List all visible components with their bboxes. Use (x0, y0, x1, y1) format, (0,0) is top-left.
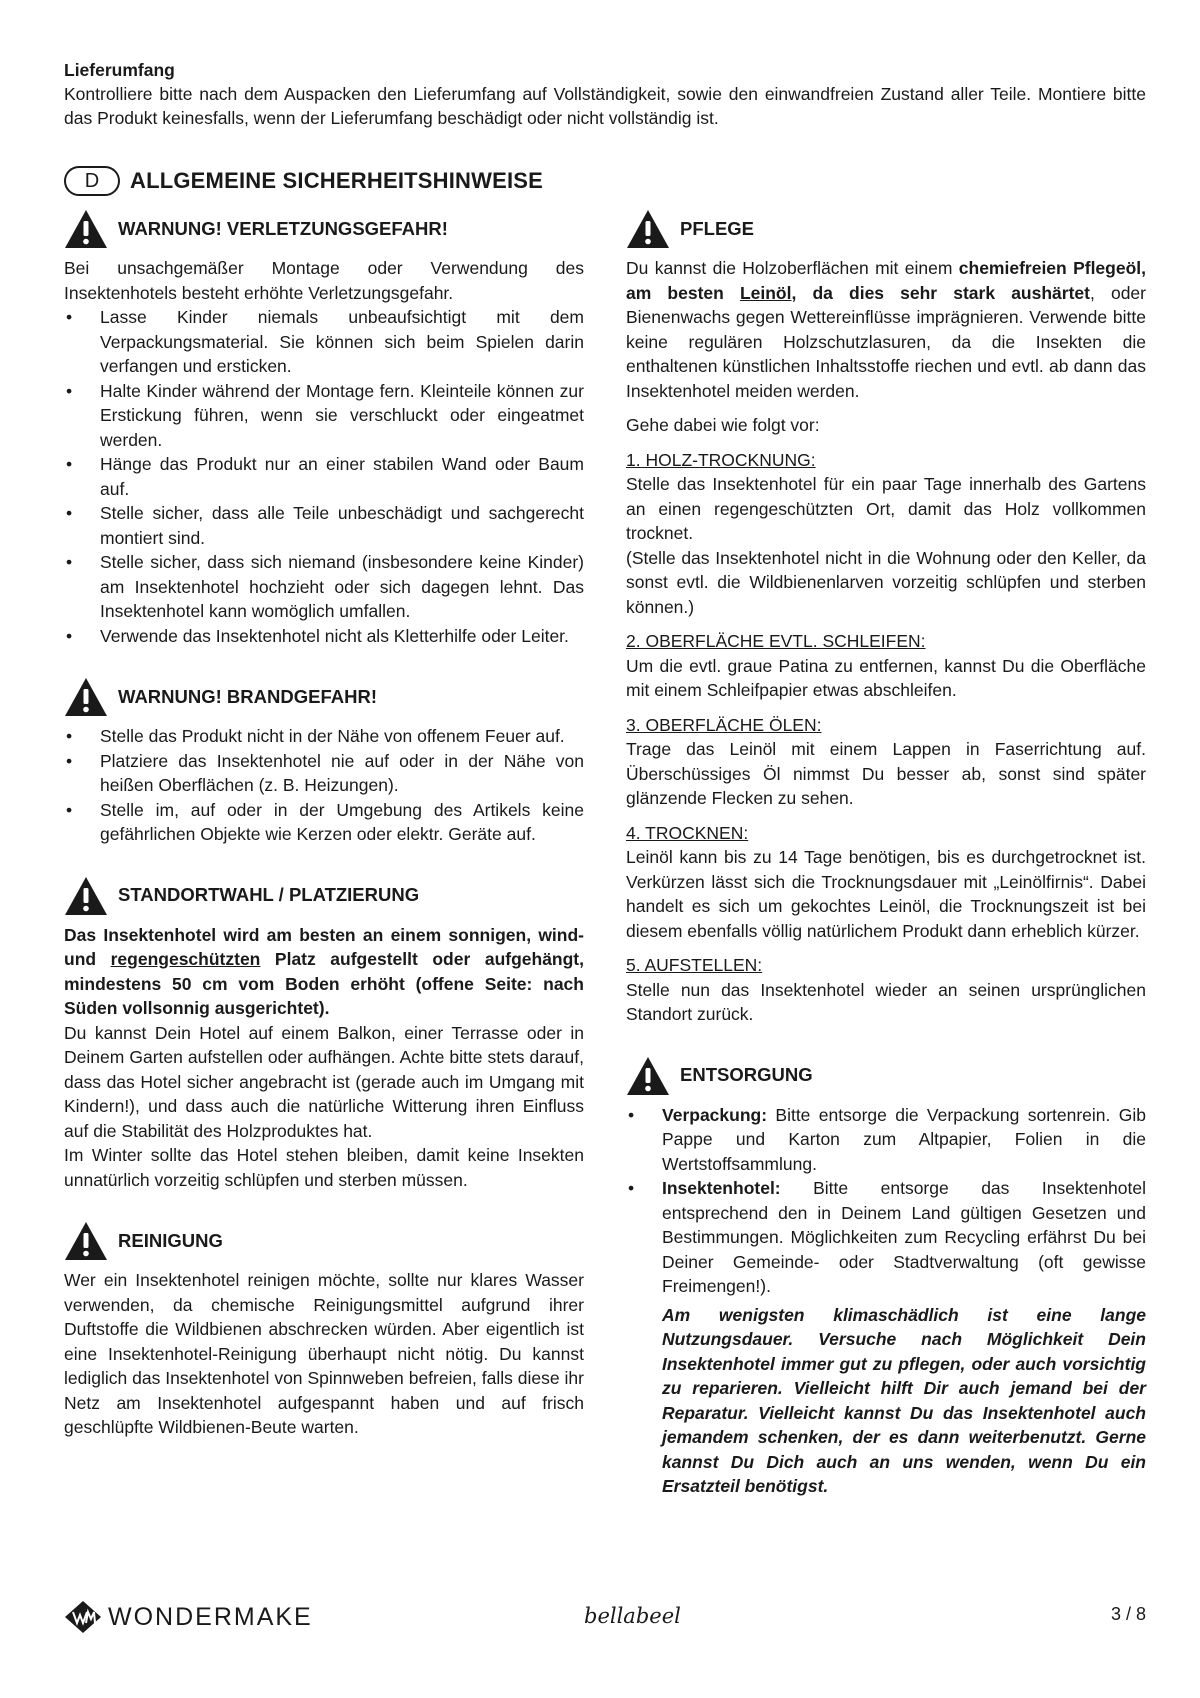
delivery-scope-text: Kontrolliere bitte nach dem Auspacken den Lieferumfang auf Vollständigkeit, sowie den einwandfreien Zustand aller Teile. Montiere bitte das Produkt keinesfalls, wenn der Lieferumfang beschädigt oder nicht vollständig ist. (64, 84, 1146, 128)
wondermake-logo-icon (64, 1600, 102, 1634)
delivery-scope-title: Lieferumfang (64, 60, 175, 80)
list-item: • Halte Kinder während der Montage fern. Kleinteile können zur Erstickung führen, wenn sie verschluckt oder eingeatmet werden. (64, 379, 584, 453)
text-run: Das Insektenhotel wird am besten an einem sonnigen, wind- und (64, 924, 584, 969)
list-item: • Lasse Kinder niemals unbeaufsichtigt mit dem Verpackungsmaterial. Sie können sich beim Spielen darin verfangen und ersticken. (64, 305, 584, 379)
care-step-text: (Stelle das Insektenhotel nicht in die Wohnung oder den Keller, da sonst evtl. die Wildbienenlarven vorzeitig schlüpfen und sterben können.) (626, 547, 1146, 617)
text-run: , oder Bienenwachs gegen Wettereinflüsse imprägnieren. Verwende bitte keine regulären Holzschutzlasuren, da die Insekten die enthaltenen künstlichen Inhaltsstoffe riechen und evtl. ab dann das Insektenhotel meiden werden. (626, 282, 1146, 401)
injury-warning-heading: WARNUNG! VERLETZUNGSGEFAHR! (118, 217, 448, 239)
placement-heading: STANDORTWAHL / PLATZIERUNG (118, 884, 420, 906)
care-step-text: Um die evtl. graue Patina zu entfernen, kannst Du die Oberfläche mit einem Schleifpapier etwas abschleifen. (626, 655, 1146, 700)
cleaning-section (64, 1218, 584, 1440)
warning-triangle-icon (626, 209, 670, 249)
list-item: • Stelle das Produkt nicht in der Nähe von offenem Feuer auf. (64, 724, 584, 749)
care-step (626, 448, 1146, 620)
cleaning-heading: REINIGUNG (118, 1229, 223, 1251)
warning-triangle-icon (64, 876, 108, 916)
text-run-bold: , da dies sehr stark aushärtet (791, 282, 1090, 303)
page-footer (64, 1600, 1146, 1634)
care-step-text: Leinöl kann bis zu 14 Tage benötigen, bis es durchgetrocknet ist. Verkürzen lässt sich die Trocknungsdauer mit „Leinölfirnis“. Dabei handelt es sich um gekochtes Leinöl, die Trocknungszeit ist bei diesem ebenfalls völlig natürlichem Produkt dann erheblich kürzer. (626, 847, 1146, 941)
care-step-title: 2. OBERFLÄCHE EVTL. SCHLEIFEN: (626, 631, 926, 651)
section-title: ALLGEMEINE SICHERHEITSHINWEISE (130, 168, 544, 193)
right-column (626, 206, 1146, 1525)
brand-name: WONDERMAKE (108, 1602, 313, 1631)
care-step-text: Trage das Leinöl mit einem Lappen in Faserrichtung auf. Überschüssiges Öl nimmst Du besser ab, sonst sind später glänzende Flecken zu sehen. (626, 739, 1146, 808)
care-step-title: 1. HOLZ-TROCKNUNG: (626, 449, 816, 470)
left-column (64, 206, 584, 1466)
list-item: • Verwende das Insektenhotel nicht als Kletterhilfe oder Leiter. (64, 624, 584, 649)
text-run-underlined: regengeschützten (110, 949, 261, 969)
disposal-list (626, 1103, 1146, 1299)
list-item: • Platziere das Insektenhotel nie auf oder in der Nähe von heißen Oberflächen (z. B. Heizungen). (64, 749, 584, 798)
delivery-scope (64, 58, 1146, 130)
injury-warning-list (64, 305, 584, 648)
placement-bold-text (64, 923, 584, 1021)
item-text: Bitte entsorge das Insektenhotel entsprechend den in Deinem Land gültigen Gesetzen und Bestimmungen. Möglichkeiten zum Recycling erfährst Du bei Deiner Gemeinde- oder Stadtverwaltung (oft gewisse Freimengen!). (662, 1178, 1146, 1296)
language-badge: D (64, 166, 120, 196)
text-run-bold: chemiefreien Pflegeöl, am besten (626, 258, 1146, 303)
care-step-title: 5. AUFSTELLEN: (626, 955, 763, 975)
care-step (626, 713, 1146, 811)
page-number: 3 / 8 (1110, 1604, 1146, 1624)
warning-triangle-icon (64, 209, 108, 249)
care-step (626, 953, 1146, 1027)
disposal-note: Am wenigsten klimaschädlich ist eine lange Nutzungsdauer. Versuche nach Möglichkeit Dein Insektenhotel immer gut zu pflegen, oder auch vorsichtig zu reparieren. Vielleicht hilft Dir auch jemand bei der Reparatur. Vielleicht kannst Du das Insektenhotel auch jemandem schenken, der es dann weiterbenutzt. Gerne kannst Du Dich auch an uns wenden, wenn Du ein Ersatzteil benötigst. (662, 1304, 1146, 1496)
list-item (626, 1103, 1146, 1177)
fire-warning-list (64, 724, 584, 847)
list-item: • Stelle im, auf oder in der Umgebung des Artikels keine gefährlichen Objekte wie Kerzen oder elektr. Geräte auf. (64, 798, 584, 847)
list-item: • Hänge das Produkt nur an einer stabilen Wand oder Baum auf. (64, 452, 584, 501)
care-section (626, 206, 1146, 1027)
care-step-title: 3. OBERFLÄCHE ÖLEN: (626, 714, 822, 735)
disposal-heading: ENTSORGUNG (680, 1064, 813, 1086)
placement-paragraph: Im Winter sollte das Hotel stehen bleiben, damit keine Insekten unnatürlich vorzeitig schlüpfen und sterben müssen. (64, 1145, 584, 1190)
care-step (626, 629, 1146, 703)
text-run: Platz aufgestellt oder aufgehängt, mindestens 50 cm vom Boden erhöht (offene Seite: nach Süden vollsonnig ausgerichtet). (64, 949, 584, 1018)
fire-warning-heading: WARNUNG! BRANDGEFAHR! (118, 685, 377, 707)
sub-brand-logo: bellabeel (584, 1604, 681, 1628)
care-step-title: 4. TROCKNEN: (626, 822, 749, 843)
safety-section-header (64, 164, 543, 198)
warning-triangle-icon (64, 1221, 108, 1261)
care-step-text: Stelle das Insektenhotel für ein paar Tage innerhalb des Gartens an einen regengeschützten Ort, damit das Holz vollkommen trocknet. (626, 474, 1146, 543)
care-lead: Gehe dabei wie folgt vor: (626, 415, 820, 435)
injury-warning-intro: Bei unsachgemäßer Montage oder Verwendung des Insektenhotels besteht erhöhte Verletzungsgefahr. (64, 258, 584, 303)
list-item: • Stelle sicher, dass alle Teile unbeschädigt und sachgerecht montiert sind. (64, 501, 584, 550)
warning-triangle-icon (626, 1056, 670, 1096)
warning-triangle-icon (64, 677, 108, 717)
item-label: Insektenhotel: (662, 1178, 781, 1198)
fire-warning (64, 674, 584, 847)
item-text: Bitte entsorge die Verpackung sortenrein. Gib Pappe und Karton zum Altpapier, Folien in die Wertstoffsammlung. (662, 1104, 1146, 1174)
care-intro (626, 256, 1146, 403)
placement-paragraph: Du kannst Dein Hotel auf einem Balkon, einer Terrasse oder in Deinem Garten aufstellen oder aufhängen. Achte bitte stets darauf, dass das Hotel sicher angebracht ist (gerade auch im Umgang mit Kindern!), und dass auch die natürliche Witterung ihren Einfluss auf die Stabilität des Holzproduktes hat. (64, 1022, 584, 1141)
brand-logo (64, 1600, 313, 1634)
care-step-text: Stelle nun das Insektenhotel wieder an seinen ursprünglichen Standort zurück. (626, 979, 1146, 1024)
care-step (626, 821, 1146, 944)
list-item: • Stelle sicher, dass sich niemand (insbesondere keine Kinder) am Insektenhotel hochzieht oder sich dagegen lehnt. Das Insektenhotel kann womöglich umfallen. (64, 550, 584, 624)
cleaning-text: Wer ein Insektenhotel reinigen möchte, sollte nur klares Wasser verwenden, da chemische Reinigungsmittel aufgrund ihrer Duftstoffe die Wildbienen abschrecken würden. Aber eigentlich ist eine Insektenhotel-Reinigung überhaupt nicht nötig. Du kannst lediglich das Insektenhotel von Spinnweben befreien, falls diese ihr Netz am Insektenhotel aufgespannt haben und auf frisch geschlüpfte Wildbienen-Beute warten. (64, 1270, 584, 1437)
item-label: Verpackung: (662, 1104, 768, 1125)
text-run: Du kannst die Holzoberflächen mit einem (626, 258, 959, 278)
list-item (626, 1176, 1146, 1299)
disposal-section (626, 1053, 1146, 1499)
text-run-bold-underlined: Leinöl (739, 282, 792, 303)
injury-warning (64, 206, 584, 648)
care-heading: PFLEGE (680, 217, 755, 239)
placement-section (64, 873, 584, 1193)
